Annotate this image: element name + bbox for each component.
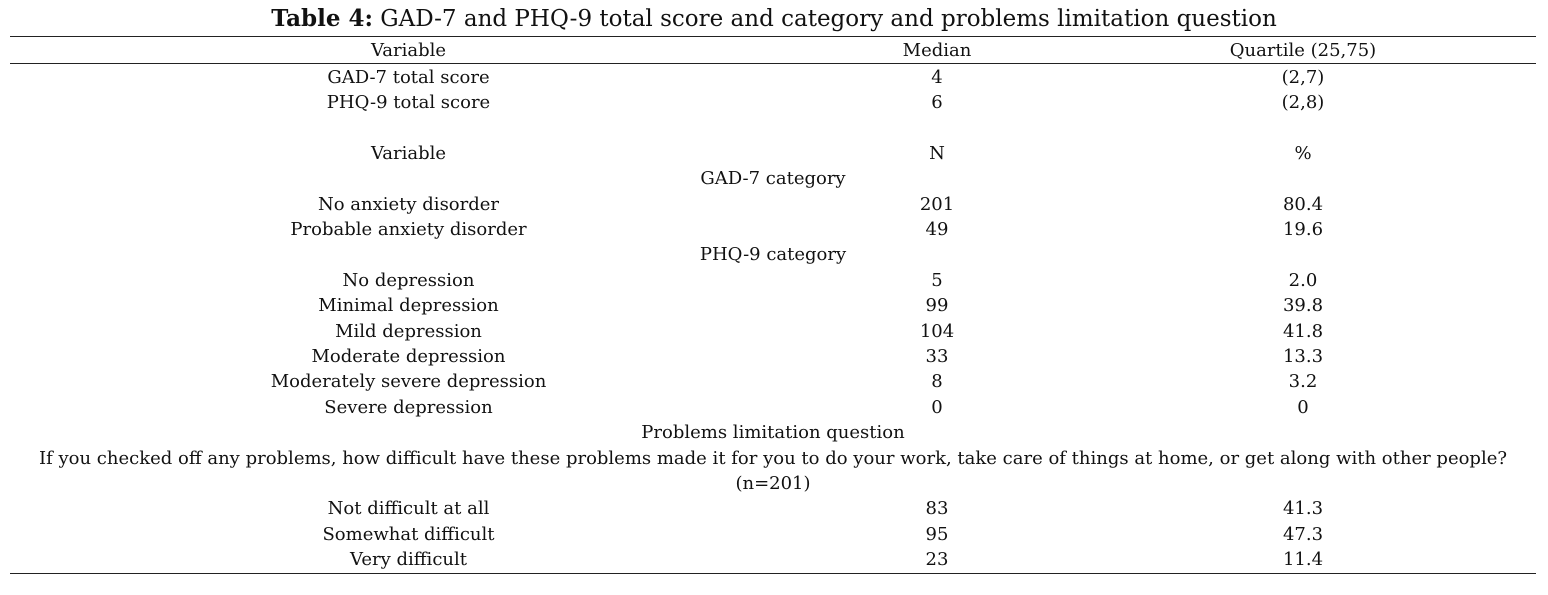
cell-n: 201: [919, 194, 955, 215]
header-quartile: Quartile (25,75): [1229, 40, 1377, 61]
cell-variable: Moderately severe depression: [270, 371, 547, 392]
cell-variable: Very difficult: [350, 549, 467, 570]
table-caption: [0, 4, 1548, 34]
cell-variable: No depression: [342, 270, 475, 291]
cell-n: 104: [919, 321, 955, 342]
cell-variable: Not difficult at all: [327, 498, 490, 519]
table-row: [10, 547, 1536, 572]
cell-n: 95: [925, 524, 949, 545]
section-title-phq9: PHQ-9 category: [699, 244, 847, 265]
bottom-rule: [10, 573, 1536, 574]
table-row: [10, 319, 1536, 344]
header-variable: Variable: [370, 40, 447, 61]
cell-percent: 11.4: [1282, 549, 1324, 570]
header-row-median: [10, 38, 1536, 63]
cell-percent: 13.3: [1282, 346, 1324, 367]
cell-variable: Severe depression: [324, 397, 493, 418]
table-label: Table 4:: [271, 5, 373, 32]
header-percent: %: [1294, 143, 1312, 164]
table-row: [10, 522, 1536, 547]
header-median: Median: [902, 40, 972, 61]
cell-n: 0: [931, 397, 943, 418]
cell-variable: No anxiety disorder: [317, 194, 500, 215]
cell-variable: Minimal depression: [318, 295, 499, 316]
cell-percent: 2.0: [1288, 270, 1318, 291]
cell-percent: 19.6: [1282, 219, 1324, 240]
cell-n: 49: [925, 219, 949, 240]
cell-variable: Somewhat difficult: [322, 524, 495, 545]
problems-question: If you checked off any problems, how difficult have these problems made it for you to do your work, take care of things at home, or get along with other people?: [38, 448, 1508, 469]
cell-percent: 3.2: [1288, 371, 1318, 392]
cell-variable: Mild depression: [335, 321, 482, 342]
cell-percent: 47.3: [1282, 524, 1324, 545]
cell-n: 8: [931, 371, 943, 392]
table-row: [10, 65, 1536, 90]
cell-quartile: (2,8): [1281, 92, 1325, 113]
table-row: [10, 496, 1536, 521]
cell-n: 83: [925, 498, 949, 519]
table-row: [10, 268, 1536, 293]
table-row: [10, 369, 1536, 394]
cell-n: 23: [925, 549, 949, 570]
header-variable-2: Variable: [370, 143, 447, 164]
cell-percent: 41.8: [1282, 321, 1324, 342]
cell-n: 99: [925, 295, 949, 316]
cell-variable: Moderate depression: [311, 346, 506, 367]
cell-n: 33: [925, 346, 949, 367]
table-row: [10, 293, 1536, 318]
cell-percent: 80.4: [1282, 194, 1324, 215]
header-rule: [10, 63, 1536, 64]
table-row: [10, 344, 1536, 369]
section-title-problems: Problems limitation question: [641, 422, 905, 443]
header-row-n: [10, 141, 1536, 166]
header-n: N: [929, 143, 945, 164]
cell-variable: PHQ-9 total score: [326, 92, 491, 113]
cell-quartile: (2,7): [1281, 67, 1325, 88]
section-title-gad7: GAD-7 category: [700, 168, 846, 189]
top-rule: [10, 36, 1536, 37]
table-row: [10, 217, 1536, 242]
cell-median: 6: [931, 92, 943, 113]
table-title: GAD-7 and PHQ-9 total score and category and problems limitation question: [373, 6, 1277, 32]
cell-percent: 39.8: [1282, 295, 1324, 316]
cell-variable: Probable anxiety disorder: [290, 219, 527, 240]
cell-percent: 0: [1297, 397, 1309, 418]
table-row: [10, 90, 1536, 115]
problems-n-note: (n=201): [735, 473, 811, 494]
cell-n: 5: [931, 270, 943, 291]
cell-percent: 41.3: [1282, 498, 1324, 519]
table-row: [10, 192, 1536, 217]
cell-median: 4: [931, 67, 943, 88]
cell-variable: GAD-7 total score: [327, 67, 490, 88]
table-row: [10, 395, 1536, 420]
